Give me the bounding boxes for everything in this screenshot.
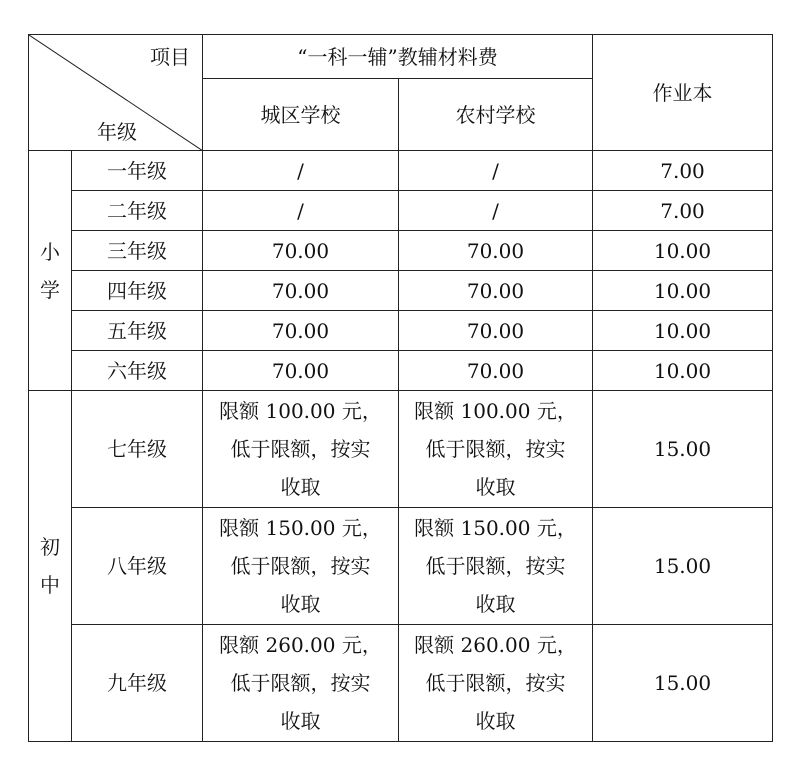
- junior-level-char: 中: [40, 573, 60, 597]
- fee-line: 限额 100.00 元，: [219, 399, 382, 423]
- rural-fee-cell: /: [399, 151, 593, 191]
- primary-level-cell: [29, 151, 72, 391]
- urban-fee-cell: 70.00: [203, 271, 399, 311]
- urban-fee-cell: 70.00: [203, 311, 399, 351]
- rural-fee-cell: [399, 391, 593, 508]
- fee-line: 低于限额，按实: [425, 671, 566, 695]
- grade-cell: 五年级: [72, 311, 203, 351]
- workbook-fee-cell: 10.00: [593, 351, 773, 391]
- table-row: [29, 351, 773, 391]
- urban-fee-cell: 70.00: [203, 231, 399, 271]
- primary-level-char: 小: [40, 239, 60, 264]
- workbook-fee-cell: 15.00: [593, 508, 773, 625]
- fee-line: 低于限额，按实: [425, 554, 566, 578]
- grade-cell: 八年级: [72, 508, 203, 625]
- urban-fee-cell: [203, 391, 399, 508]
- table-row: [29, 311, 773, 351]
- fee-line: 收取: [280, 592, 321, 616]
- fee-line: 收取: [280, 475, 321, 499]
- grade-cell: 二年级: [72, 191, 203, 231]
- workbook-fee-cell: 7.00: [593, 191, 773, 231]
- urban-fee-cell: 70.00: [203, 351, 399, 391]
- fee-line: 低于限额，按实: [230, 554, 371, 578]
- rural-fee-cell: 70.00: [399, 351, 593, 391]
- table-row: [29, 231, 773, 271]
- workbook-fee-cell: 10.00: [593, 311, 773, 351]
- table-row: [29, 271, 773, 311]
- table-row: [29, 625, 773, 742]
- fee-line: 低于限额，按实: [425, 437, 566, 461]
- table-row: [29, 391, 773, 508]
- table-row: [29, 151, 773, 191]
- item-label: 项目: [150, 45, 190, 69]
- fee-line: 限额 150.00 元，: [414, 516, 577, 540]
- urban-fee-cell: [203, 625, 399, 742]
- grade-label: 年级: [97, 120, 137, 144]
- table-row: [29, 191, 773, 231]
- primary-level-char: 学: [40, 277, 60, 302]
- rural-school-header: 农村学校: [399, 79, 593, 151]
- materials-title: “一科一辅”教辅材料费: [203, 35, 593, 79]
- junior-level-cell: [29, 391, 72, 742]
- workbook-fee-cell: 10.00: [593, 271, 773, 311]
- grade-cell: 三年级: [72, 231, 203, 271]
- fee-line: 低于限额，按实: [230, 671, 371, 695]
- workbook-fee-cell: 15.00: [593, 391, 773, 508]
- rural-fee-cell: /: [399, 191, 593, 231]
- fee-line: 限额 100.00 元，: [414, 399, 577, 423]
- fee-line: 收取: [280, 709, 321, 733]
- fee-line: 低于限额，按实: [230, 437, 371, 461]
- workbook-fee-cell: 10.00: [593, 231, 773, 271]
- urban-fee-cell: [203, 508, 399, 625]
- fee-line: 限额 260.00 元，: [219, 633, 382, 657]
- urban-school-header: 城区学校: [203, 79, 399, 151]
- fee-table: [28, 34, 773, 742]
- workbook-header: 作业本: [593, 35, 773, 151]
- rural-fee-cell: 70.00: [399, 311, 593, 351]
- header-diagonal-cell: [29, 35, 203, 151]
- grade-cell: 七年级: [72, 391, 203, 508]
- fee-line: 收取: [475, 592, 516, 616]
- grade-cell: 六年级: [72, 351, 203, 391]
- urban-fee-cell: /: [203, 151, 399, 191]
- table-row: [29, 508, 773, 625]
- workbook-fee-cell: 15.00: [593, 625, 773, 742]
- workbook-fee-cell: 7.00: [593, 151, 773, 191]
- grade-cell: 一年级: [72, 151, 203, 191]
- junior-level-char: 初: [40, 535, 60, 559]
- rural-fee-cell: [399, 625, 593, 742]
- grade-cell: 四年级: [72, 271, 203, 311]
- rural-fee-cell: [399, 508, 593, 625]
- fee-line: 收取: [475, 709, 516, 733]
- fee-line: 收取: [475, 475, 516, 499]
- fee-line: 限额 150.00 元，: [219, 516, 382, 540]
- fee-line: 限额 260.00 元，: [414, 633, 577, 657]
- urban-fee-cell: /: [203, 191, 399, 231]
- grade-cell: 九年级: [72, 625, 203, 742]
- rural-fee-cell: 70.00: [399, 231, 593, 271]
- rural-fee-cell: 70.00: [399, 271, 593, 311]
